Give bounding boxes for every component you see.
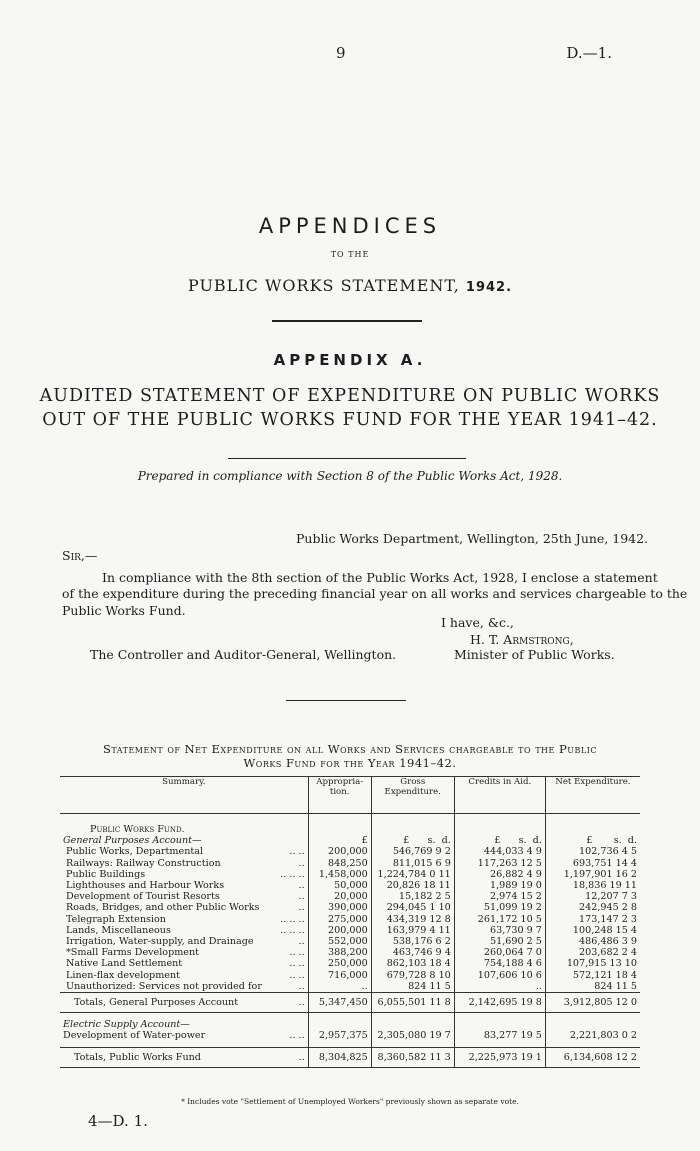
table-header-row <box>60 777 640 814</box>
table-row <box>60 891 640 902</box>
fund-total-gross: 8,360,582 11 3 <box>371 1047 454 1067</box>
units-appropriation: £ <box>308 835 371 846</box>
row-dots: .. <box>298 891 305 903</box>
row-dots: .. .. .. <box>280 868 305 880</box>
row-dots: .. .. <box>289 846 305 858</box>
table-row <box>60 846 640 857</box>
row-appropriation: 552,000 <box>308 936 371 947</box>
units-credits: £ s. d. <box>454 835 545 846</box>
appendix-title-line2: OUT OF THE PUBLIC WORKS FUND FOR THE YEAR 1941–42. <box>42 410 658 430</box>
row-credits: 754,188 4 6 <box>454 958 545 969</box>
row-label: Public Buildings <box>66 868 146 880</box>
row-net: 824 11 5 <box>545 981 640 993</box>
row-gross: 1,224,784 0 11 <box>371 869 454 880</box>
statement-table-title-line2: Works Fund for the Year 1941–42. <box>243 756 457 770</box>
row-gross: 463,746 9 4 <box>371 947 454 958</box>
row-appropriation: 200,000 <box>308 925 371 936</box>
row-gross: 824 11 5 <box>371 981 454 993</box>
row-dots: .. .. .. <box>280 913 305 925</box>
table-row <box>60 880 640 891</box>
row-net: 693,751 14 4 <box>545 858 640 869</box>
table-row <box>60 858 640 869</box>
fund-total-appropriation: 8,304,825 <box>308 1047 371 1067</box>
page-number: 9 <box>336 44 346 62</box>
column-appropriation: Appropria-tion. <box>308 777 371 814</box>
row-label: Development of Tourist Resorts <box>66 891 220 903</box>
row-net: 107,915 13 10 <box>545 958 640 969</box>
row-gross: 538,176 6 2 <box>371 936 454 947</box>
appendix-title-line1: AUDITED STATEMENT OF EXPENDITURE ON PUBLIC WORKS <box>39 386 661 406</box>
column-net: Net Expenditure. <box>545 777 640 814</box>
row-label: Linen-flax development <box>66 969 181 981</box>
fund-total-credits: 2,225,973 19 1 <box>454 1047 545 1067</box>
row-appropriation: 20,000 <box>308 891 371 902</box>
row-appropriation: 200,000 <box>308 846 371 857</box>
letter-addressee: The Controller and Auditor-General, Wellington. <box>90 647 397 662</box>
table-row <box>60 925 640 936</box>
prepared-note: Prepared in compliance with Section 8 of the Public Works Act, 1928. <box>137 469 563 483</box>
row-label: Unauthorized: Services not provided for <box>66 980 262 992</box>
row-credits: 117,263 12 5 <box>454 858 545 869</box>
row-dots: .. .. <box>289 969 305 981</box>
letter-from: Public Works Department, Wellington, 25th June, 1942. <box>296 531 649 546</box>
document-reference: D.—1. <box>566 44 612 62</box>
footer-page-reference: 4—D. 1. <box>88 1112 148 1130</box>
row-appropriation: 50,000 <box>308 880 371 891</box>
row-dots: .. .. <box>289 947 305 959</box>
letter-signatory: H. T. Armstrong, <box>470 632 574 647</box>
row-net: 173,147 2 3 <box>545 914 640 925</box>
row-appropriation: 250,000 <box>308 958 371 969</box>
electric-row-label: Development of Water-power <box>63 1030 206 1042</box>
row-credits: 261,172 10 5 <box>454 914 545 925</box>
table-row <box>60 970 640 981</box>
appendix-heading: APPENDIX A. <box>273 351 427 369</box>
title-divider <box>272 320 422 322</box>
row-gross: 434,319 12 8 <box>371 914 454 925</box>
row-gross: 546,769 9 2 <box>371 846 454 857</box>
electric-row-net: 2,221,803 0 2 <box>545 1030 640 1047</box>
units-row <box>60 835 640 846</box>
row-label: Lands, Miscellaneous <box>66 924 171 936</box>
gp-total-label: Totals, General Purposes Account <box>60 993 277 1013</box>
row-dots: .. <box>298 902 305 914</box>
row-net: 242,945 2 8 <box>545 902 640 913</box>
electric-heading-row <box>60 1013 640 1031</box>
units-net: £ s. d. <box>545 835 640 846</box>
row-credits: 63,730 9 7 <box>454 925 545 936</box>
table-row <box>60 947 640 958</box>
statement-title <box>0 276 700 295</box>
letter-body-line1: In compliance with the 8th section of the Public Works Act, 1928, I enclose a statement <box>102 570 658 585</box>
row-appropriation: .. <box>308 981 371 993</box>
letter-salutation: Sir,— <box>62 548 98 563</box>
electric-row-credits: 83,277 19 5 <box>454 1030 545 1047</box>
row-net: 1,197,901 16 2 <box>545 869 640 880</box>
row-credits: 107,606 10 6 <box>454 970 545 981</box>
row-label: Public Works, Departmental <box>66 846 204 858</box>
row-gross: 294,045 1 10 <box>371 902 454 913</box>
statement-year: 1942. <box>465 280 513 295</box>
row-dots: .. .. .. <box>280 924 305 936</box>
row-gross: 679,728 8 10 <box>371 970 454 981</box>
row-label: Railways: Railway Construction <box>66 857 221 869</box>
fund-total-row <box>60 1047 640 1067</box>
table-row <box>60 958 640 969</box>
electric-row-dots: .. .. <box>289 1030 305 1042</box>
row-net: 203,682 2 4 <box>545 947 640 958</box>
electric-row <box>60 1030 640 1047</box>
row-label: *Small Farms Development <box>66 947 200 959</box>
statement-name: PUBLIC WORKS STATEMENT, <box>187 276 460 295</box>
row-net: 486,486 3 9 <box>545 936 640 947</box>
row-dots: .. <box>298 980 305 992</box>
column-gross: Gross Expenditure. <box>371 777 454 814</box>
table-row <box>60 869 640 880</box>
letter-divider <box>286 700 406 701</box>
letter-signatory-title: Minister of Public Works. <box>454 647 615 662</box>
row-appropriation: 848,250 <box>308 858 371 869</box>
row-credits: .. <box>454 981 545 993</box>
row-gross: 15,182 2 5 <box>371 891 454 902</box>
row-net: 18,836 19 11 <box>545 880 640 891</box>
row-gross: 163,979 4 11 <box>371 925 454 936</box>
row-appropriation: 390,000 <box>308 902 371 913</box>
appendices-title: APPENDICES <box>258 214 442 238</box>
row-credits: 51,690 2 5 <box>454 936 545 947</box>
row-credits: 1,989 19 0 <box>454 880 545 891</box>
electric-row-appropriation: 2,957,375 <box>308 1030 371 1047</box>
to-the-label: TO THE <box>330 250 370 259</box>
row-net: 100,248 15 4 <box>545 925 640 936</box>
gp-total-dots: .. <box>277 993 308 1013</box>
row-label: Roads, Bridges, and other Public Works <box>66 902 260 914</box>
row-appropriation: 716,000 <box>308 970 371 981</box>
expenditure-table <box>60 776 640 1068</box>
units-gross: £ s. d. <box>371 835 454 846</box>
row-credits: 2,974 15 2 <box>454 891 545 902</box>
letter-body-line2: of the expenditure during the preceding financial year on all works and services chargeable to the <box>62 586 688 601</box>
appendix-divider <box>228 458 466 459</box>
table-row <box>60 914 640 925</box>
table-row <box>60 981 640 993</box>
row-net: 12,207 7 3 <box>545 891 640 902</box>
statement-table-title-line1: Statement of Net Expenditure on all Works and Services chargeable to the Public <box>103 742 597 756</box>
row-credits: 26,882 4 9 <box>454 869 545 880</box>
gp-total-gross: 6,055,501 11 8 <box>371 993 454 1013</box>
row-appropriation: 1,458,000 <box>308 869 371 880</box>
letter-body-line3: Public Works Fund. <box>62 603 186 618</box>
electric-row-gross: 2,305,080 19 7 <box>371 1030 454 1047</box>
row-dots: .. <box>298 936 305 948</box>
gp-total-credits: 2,142,695 19 8 <box>454 993 545 1013</box>
gp-total-appropriation: 5,347,450 <box>308 993 371 1013</box>
row-credits: 444,033 4 9 <box>454 846 545 857</box>
row-dots: .. <box>298 857 305 869</box>
general-purposes-heading: General Purposes Account— <box>63 835 202 847</box>
column-summary: Summary. <box>60 777 308 814</box>
row-label: Telegraph Extension <box>66 913 166 925</box>
row-dots: .. <box>298 880 305 892</box>
row-appropriation: 388,200 <box>308 947 371 958</box>
row-label: Native Land Settlement <box>66 958 183 970</box>
table-footnote: * Includes vote "Settlement of Unemployed Workers" previously shown as separate vote. <box>181 1097 519 1106</box>
row-gross: 862,103 18 4 <box>371 958 454 969</box>
column-credits: Credits in Aid. <box>454 777 545 814</box>
row-credits: 260,064 7 0 <box>454 947 545 958</box>
gp-total-net: 3,912,805 12 0 <box>545 993 640 1013</box>
letter-closing: I have, &c., <box>441 615 514 630</box>
row-appropriation: 275,000 <box>308 914 371 925</box>
gp-total-row <box>60 993 640 1013</box>
row-net: 572,121 18 4 <box>545 970 640 981</box>
row-credits: 51,099 19 2 <box>454 902 545 913</box>
fund-heading-row <box>60 814 640 836</box>
row-label: Lighthouses and Harbour Works <box>66 880 225 892</box>
electric-supply-heading: Electric Supply Account— <box>60 1013 308 1031</box>
table-row <box>60 936 640 947</box>
row-dots: .. .. <box>289 958 305 970</box>
fund-heading: Public Works Fund. <box>90 824 185 835</box>
fund-total-dots: .. <box>277 1047 308 1067</box>
row-net: 102,736 4 5 <box>545 846 640 857</box>
fund-total-label: Totals, Public Works Fund <box>60 1047 277 1067</box>
fund-total-net: 6,134,608 12 2 <box>545 1047 640 1067</box>
row-gross: 811,015 6 9 <box>371 858 454 869</box>
row-label: Irrigation, Water-supply, and Drainage <box>66 936 254 948</box>
table-row <box>60 902 640 913</box>
row-gross: 20,826 18 11 <box>371 880 454 891</box>
